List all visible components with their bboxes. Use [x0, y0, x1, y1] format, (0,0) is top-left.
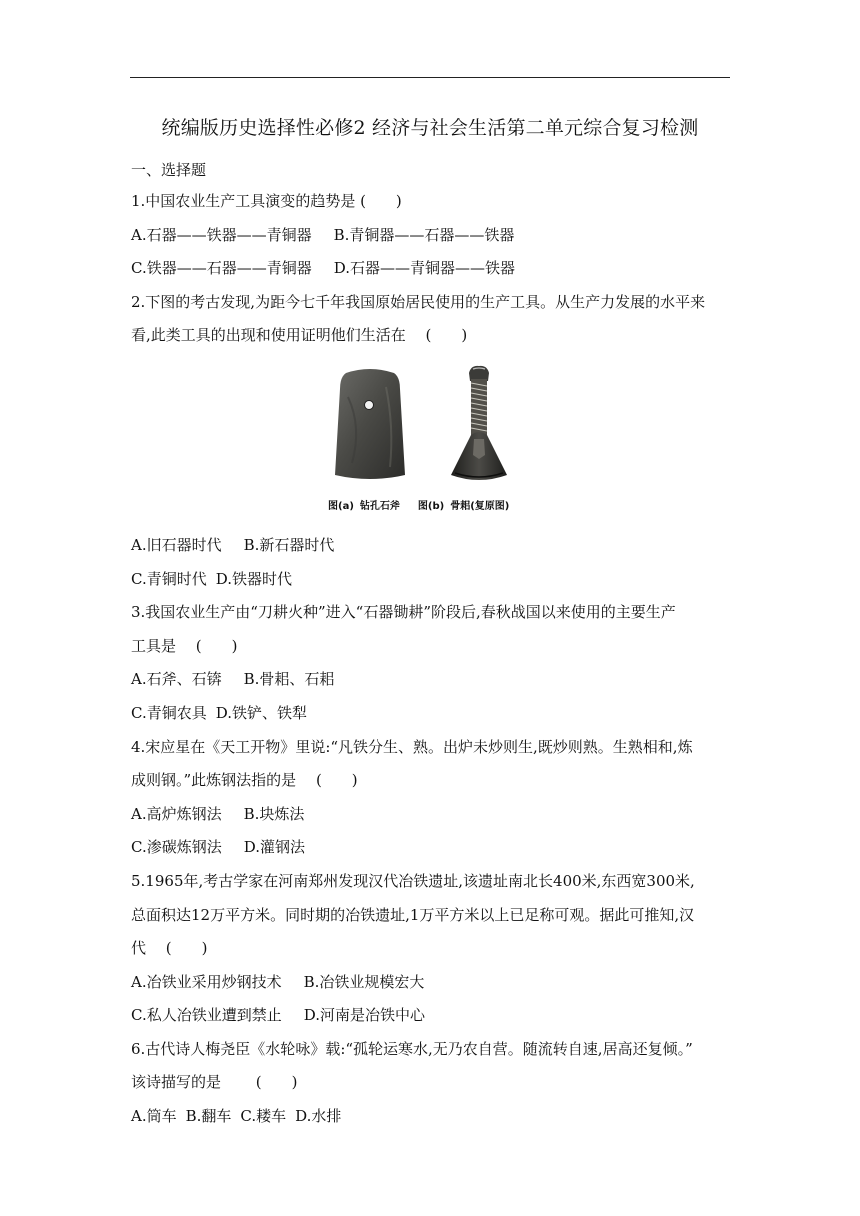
question-stem: 工具是 ( ) [131, 636, 238, 655]
option-b: B.翻车 [185, 1107, 232, 1126]
option-row [131, 219, 731, 253]
question-2 [131, 286, 731, 596]
option-row [131, 1100, 731, 1134]
option-a: A.高炉炼钢法 [131, 804, 222, 823]
question-stem: 3.我国农业生产由“刀耕火种”进入“石器锄耕”阶段后,春秋战国以来使用的主要生产 [131, 603, 676, 622]
option-row [131, 663, 731, 697]
option-row [131, 697, 731, 731]
figure-caption [328, 497, 509, 512]
bone-spade-image [441, 363, 515, 485]
option-d: D.铁器时代 [215, 569, 292, 588]
option-d: D.石器——青铜器——铁器 [333, 259, 515, 278]
question-stem: 1.中国农业生产工具演变的趋势是 ( ) [131, 192, 402, 210]
question-figure [131, 367, 731, 523]
option-a: A.筒车 [131, 1107, 177, 1126]
question-stem: 该诗描写的是 ( ) [131, 1073, 298, 1092]
document-body [131, 155, 731, 1134]
question-1 [131, 185, 731, 286]
option-c: C.耧车 [240, 1107, 287, 1126]
option-a: A.石器——铁器——青铜器 [131, 225, 312, 244]
option-c: C.渗碳炼钢法 [131, 838, 222, 857]
option-b: B.冶铁业规模宏大 [303, 972, 425, 991]
question-stem: 6.古代诗人梅尧臣《水轮咏》载:“孤轮运寒水,无乃农自营。随流转自速,居高还复倾。” [131, 1039, 693, 1058]
question-stem: 4.宋应星在《天工开物》里说:“凡铁分生、熟。出炉未炒则生,既炒则熟。生熟相和,炼 [131, 737, 693, 756]
document-title: 统编版历史选择性必修2 经济与社会生活第二单元综合复习检测 [161, 117, 699, 139]
option-b: B.新石器时代 [243, 535, 335, 554]
option-c: C.青铜农具 [131, 703, 207, 722]
option-c: C.铁器——石器——青铜器 [131, 259, 312, 278]
option-b: B.块炼法 [243, 804, 305, 823]
option-row [131, 798, 731, 832]
caption-a-label: 图(a) [328, 500, 354, 512]
option-a: A.石斧、石锛 [131, 670, 222, 689]
question-6 [131, 1033, 731, 1134]
question-stem: 总面积达12万平方米。同时期的冶铁遗址,1万平方米以上已足称可观。据此可推知,汉 [131, 905, 695, 924]
option-c: C.私人冶铁业遭到禁止 [131, 1006, 282, 1025]
caption-b-text: 骨耜(复原图) [450, 500, 510, 512]
section-heading: 一、选择题 [131, 161, 207, 179]
option-row [131, 563, 731, 597]
option-d: D.灌钢法 [243, 838, 305, 857]
option-row [131, 831, 731, 865]
header-rule [130, 77, 730, 78]
option-d: D.铁铲、铁犁 [215, 703, 307, 722]
question-stem: 2.下图的考古发现,为距今七千年我国原始居民使用的生产工具。从生产力发展的水平来 [131, 292, 706, 311]
option-b: B.骨耜、石耜 [243, 670, 335, 689]
question-3 [131, 596, 731, 730]
option-row [131, 252, 731, 286]
question-5 [131, 865, 731, 1033]
option-row [131, 999, 731, 1033]
option-row [131, 966, 731, 1000]
option-d: D.河南是冶铁中心 [303, 1006, 425, 1025]
option-row [131, 529, 731, 563]
question-stem: 成则钢。”此炼钢法指的是 ( ) [131, 771, 358, 790]
stone-axe-image [332, 367, 408, 483]
question-stem: 看,此类工具的出现和使用证明他们生活在 ( ) [131, 326, 468, 345]
option-a: A.冶铁业采用炒钢技术 [131, 972, 282, 991]
option-b: B.青铜器——石器——铁器 [333, 225, 515, 244]
option-a: A.旧石器时代 [131, 535, 222, 554]
caption-b-label: 图(b) [417, 500, 445, 512]
option-d: D.水排 [295, 1107, 342, 1126]
caption-a-text: 钻孔石斧 [359, 500, 400, 512]
question-stem: 5.1965年,考古学家在河南郑州发现汉代冶铁遗址,该遗址南北长400米,东西宽300米, [131, 871, 695, 890]
question-stem: 代 ( ) [131, 939, 208, 958]
question-4 [131, 731, 731, 865]
option-c: C.青铜时代 [131, 569, 207, 588]
